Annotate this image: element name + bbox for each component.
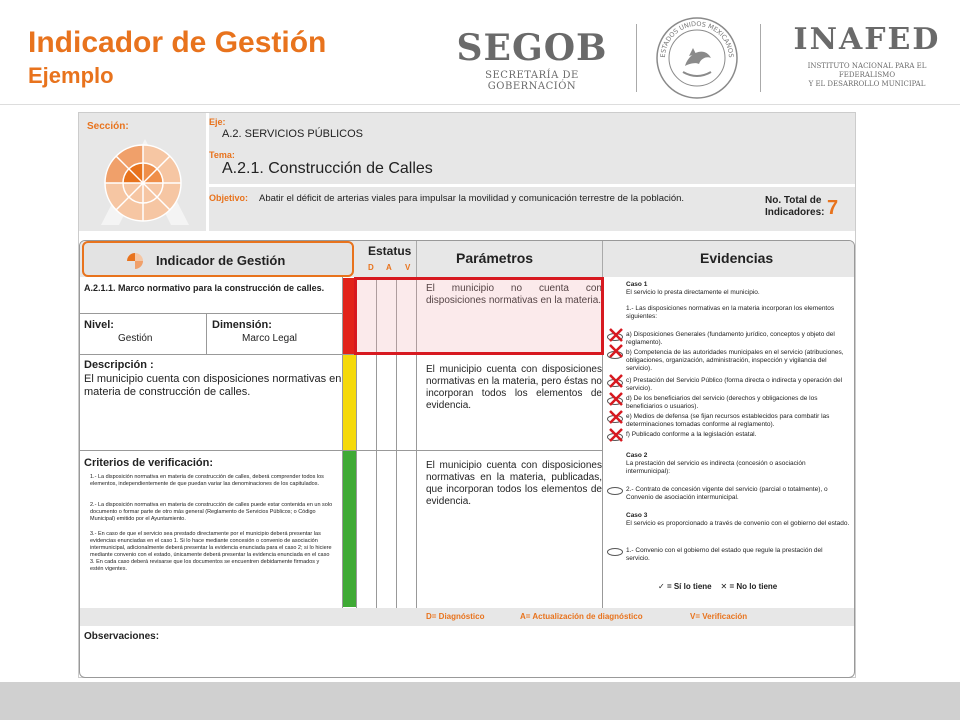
total-label-2: Indicadores: xyxy=(765,207,825,218)
parametro-3: El municipio cuenta con disposiciones normativas en la materia, publicadas, que incorporan todos los elementos de evidencia. xyxy=(426,460,602,507)
criterio-3: 3.- En caso de que el servicio sea prestado directamente por el municipio deberá presentar las evidencias enunciadas en el caso 1. Si lo hace mediante concesión o convenio de asociación intermunicipal, adicionalmente deberá presentar la evidencia enunciada para el caso 2; si lo hiciere mediante convenio con el estado, únicamente deberá presentar la evidencia enunciada en el caso 3. En cada caso deberá revisarse que los documentos se encuentren debidamente firmados y estén vigentes. xyxy=(90,531,332,572)
total-indicadores-label xyxy=(765,195,824,219)
indicador-tab-label: Indicador de Gestión xyxy=(156,253,286,268)
objetivo-value: Abatir el déficit de arterias viales para impulsar la movilidad y comunicación terrestre de la población. xyxy=(259,193,685,204)
v-header: V xyxy=(405,263,411,272)
red-x-mark-icon xyxy=(608,328,624,342)
footer-d: D= Diagnóstico xyxy=(426,612,485,621)
highlight-box xyxy=(354,277,604,355)
x-icon: ✕ xyxy=(720,582,728,591)
parametros-header: Parámetros xyxy=(456,250,534,266)
indicator-sheet xyxy=(78,112,856,678)
evidence-item: f) Publicado conforme a la legislación estatal. xyxy=(626,431,757,438)
inafed-subtitle-2: Y EL DESARROLLO MUNICIPAL xyxy=(808,80,926,88)
footer-v: V= Verificación xyxy=(690,612,748,621)
legend-no: = No lo tiene xyxy=(729,582,778,591)
grid-line xyxy=(80,450,602,451)
tema-value: A.2.1. Construcción de Calles xyxy=(222,160,433,177)
table-header xyxy=(80,241,855,277)
footer-a: A= Actualización de diagnóstico xyxy=(520,612,643,621)
total-label-1: No. Total de xyxy=(765,195,822,206)
total-indicadores-value: 7 xyxy=(827,197,839,219)
red-x-mark-icon xyxy=(608,392,624,406)
checkbox-oval[interactable] xyxy=(607,548,623,556)
evidence-item: 2.- Contrato de concesión vigente del servicio (parcial o totalmente), o Convenio de asociación intermunicipal. xyxy=(626,486,828,501)
status-yellow-bar xyxy=(342,354,356,450)
caso1-desc: El servicio lo presta directamente el municipio. xyxy=(626,289,760,296)
mexico-seal-icon xyxy=(655,16,739,100)
checkbox-oval[interactable] xyxy=(607,487,623,495)
inafed-logo xyxy=(782,24,952,89)
d-header: D xyxy=(368,263,374,272)
check-icon: ✓ xyxy=(658,582,665,591)
caso1-title: Caso 1 xyxy=(626,281,648,288)
eje-value: A.2. SERVICIOS PÚBLICOS xyxy=(222,128,364,140)
logo-divider xyxy=(636,24,637,92)
section-wheel-icon xyxy=(93,133,199,229)
a-header: A xyxy=(386,263,392,272)
objetivo-label: Objetivo: xyxy=(209,193,249,203)
eje-label: Eje: xyxy=(209,117,226,127)
evidence-item: b) Competencia de las autoridades municipales en el servicio (atribuciones, obligaciones, organización, administración, inspección y vigilancia del servicio). xyxy=(626,349,844,372)
indicator-icon xyxy=(126,252,144,270)
caso3-desc: El servicio es proporcionado a través de convenio con el gobierno del estado. xyxy=(626,520,850,527)
parametro-1: El municipio no cuenta con disposiciones normativas en la materia. xyxy=(426,283,602,306)
evidencias-header: Evidencias xyxy=(700,250,774,266)
inafed-subtitle-1: INSTITUTO NACIONAL PARA EL FEDERALISMO xyxy=(807,62,927,79)
status-green-bar xyxy=(342,450,356,607)
caso1-intro: 1.- Las disposiciones normativas en la materia incorporan los elementos siguientes: xyxy=(626,305,835,320)
slide-subtitle: Ejemplo xyxy=(28,63,114,88)
parametro-2: El municipio cuenta con disposiciones normativas en la materia, pero éstas no incorporan todos los elementos de evidencia. xyxy=(426,364,602,411)
dimension-value: Marco Legal xyxy=(242,333,298,344)
descripcion-label: Descripción : xyxy=(84,359,154,371)
evidence-item: d) De los beneficiarios del servicio (derechos y obligaciones de los beneficiarios o usuarios). xyxy=(626,395,818,410)
caso2-title: Caso 2 xyxy=(626,452,648,459)
logo-divider xyxy=(760,24,761,92)
header-divider xyxy=(206,113,209,231)
dimension-label: Dimensión: xyxy=(212,319,272,331)
descripcion-value: El municipio cuenta con disposiciones normativas en materia de construcción de calles. xyxy=(84,373,342,398)
red-x-mark-icon xyxy=(608,374,624,388)
nivel-label: Nivel: xyxy=(84,319,114,331)
segob-subtitle: SECRETARÍA DE GOBERNACIÓN xyxy=(485,70,579,92)
indicator-table xyxy=(79,240,855,678)
indicador-nombre: A.2.1.1. Marco normativo para la construcción de calles. xyxy=(84,283,325,293)
legend-yes: = Sí lo tiene xyxy=(666,582,712,591)
header-divider xyxy=(206,184,855,187)
seccion-label: Sección: xyxy=(87,121,129,132)
evidence-item: a) Disposiciones Generales (fundamento jurídico, conceptos y objeto del reglamento). xyxy=(626,331,835,346)
sheet-header xyxy=(79,113,855,231)
red-x-mark-icon xyxy=(608,428,624,442)
estatus-header: Estatus xyxy=(368,244,412,258)
bottom-band xyxy=(0,682,960,720)
legend xyxy=(658,582,777,591)
red-x-mark-icon xyxy=(608,344,624,358)
segob-logo xyxy=(452,27,612,92)
header-separator xyxy=(602,241,603,277)
evidence-item: e) Medios de defensa (se fijan recursos establecidos para combatir las determinaciones tomadas conforme al reglamento). xyxy=(626,413,830,428)
caso2-desc: La prestación del servicio es indirecta (concesión o asociación intermunicipal): xyxy=(626,460,806,475)
seal-text: ESTADOS UNIDOS MEXICANOS xyxy=(658,19,736,58)
header-separator xyxy=(416,241,417,277)
observaciones-label: Observaciones: xyxy=(84,631,160,642)
segob-name: SEGOB xyxy=(456,27,608,69)
evidence-item: c) Prestación del Servicio Público (forma directa o indirecta y operación del servicio). xyxy=(626,377,843,392)
inafed-name: INAFED xyxy=(793,22,941,57)
red-x-mark-icon xyxy=(608,410,624,424)
nivel-value: Gestión xyxy=(118,333,153,344)
tema-label: Tema: xyxy=(209,150,235,160)
header-divider xyxy=(0,104,960,105)
svg-text:ESTADOS UNIDOS MEXICANOS xyxy=(659,20,735,58)
caso3-title: Caso 3 xyxy=(626,512,648,519)
grid-line xyxy=(342,277,343,608)
criterios-label: Criterios de verificación: xyxy=(84,457,213,469)
indicador-tab xyxy=(82,241,354,277)
slide-title: Indicador de Gestión xyxy=(28,26,327,59)
criterio-2: 2.- La disposición normativa en materia de construcción de calles puede estar contenida en un solo documento o formar parte de otro más general (Reglamento de Servicios Públicos; o Código Municipal) emitido por el Ayuntamiento. xyxy=(90,502,333,522)
evidence-item: 1.- Convenio con el gobierno del estado que regule la prestación del servicio. xyxy=(626,547,823,562)
criterio-1: 1.- La disposición normativa en materia de construcción de calles, deberá comprender todos los elementos, independientemente de que puedan variar las denominaciones de los capitulados. xyxy=(90,474,324,487)
grid-line xyxy=(206,313,207,354)
grid-line xyxy=(80,313,342,314)
